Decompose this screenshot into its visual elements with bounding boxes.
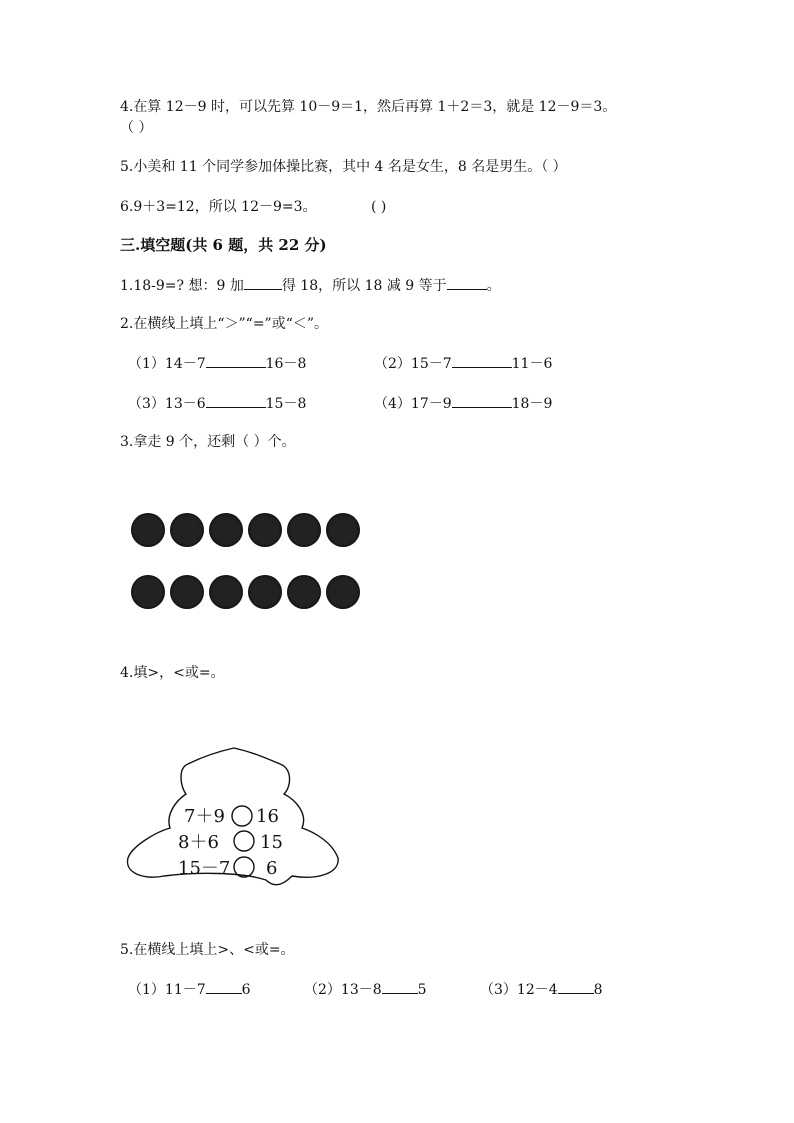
fill-q3-title: [120, 432, 296, 452]
tree-outline: [128, 748, 339, 885]
fill-q2-item-4: [374, 393, 552, 414]
judge-q5-text: 5.小美和 11 个同学参加体操比赛，其中 4 名是女生，8 名是男生。（ ）: [120, 159, 567, 175]
dot: [170, 513, 204, 547]
dot: [209, 513, 243, 547]
fill-q5-title-text: 5.在横线上填上>、<或=。: [120, 942, 295, 958]
dot: [326, 513, 360, 547]
fill-q1-part2: 得 18，所以 18 减 9 等于: [281, 278, 447, 294]
tree-figure: [126, 746, 342, 892]
dot: [209, 575, 243, 609]
fill-q5-item-1: [128, 979, 251, 1000]
expr-left: （3）13－6: [128, 396, 206, 412]
fill-q5-item-3: [480, 979, 603, 1000]
fill-q5-item-2: [304, 979, 427, 1000]
expr-right: 18－9: [511, 396, 553, 412]
judge-q5: [120, 157, 567, 177]
expr-right: 15－8: [265, 396, 307, 412]
expr-right: 6: [241, 982, 251, 998]
tree-row-3-left: 15－7: [178, 858, 231, 879]
compare-circle[interactable]: [234, 857, 254, 877]
judge-q4-text: 4.在算 12－9 时，可以先算 10－9＝1，然后再算 1＋2＝3，就是 12－9＝3。: [120, 99, 617, 115]
tree-row-1-left: 7＋9: [184, 806, 225, 827]
fill-q1: [120, 275, 501, 296]
fill-q2-title: [120, 314, 328, 334]
tree-row-1-right: 16: [256, 806, 279, 827]
section-title: [120, 235, 327, 255]
answer-blank[interactable]: [206, 979, 242, 994]
answer-paren[interactable]: ( ): [370, 199, 387, 215]
fill-q2-title-text: 2.在横线上填上“＞”“=”或“＜”。: [120, 316, 329, 332]
fill-q5-title: [120, 940, 295, 960]
expr-left: （1）14－7: [128, 356, 206, 372]
dot: [131, 575, 165, 609]
fill-q2-item-1: [128, 353, 306, 374]
dot: [287, 513, 321, 547]
fill-q4-title: [120, 663, 225, 683]
expr-right: 5: [417, 982, 427, 998]
expr-left: （1）11－7: [128, 982, 206, 998]
answer-blank[interactable]: [452, 393, 512, 408]
judge-q6: [120, 197, 386, 217]
expr-left: （2）15－7: [374, 356, 452, 372]
answer-blank[interactable]: [206, 353, 266, 368]
dot: [131, 513, 165, 547]
dot: [326, 575, 360, 609]
section-title-text: 三.填空题(共 6 题，共 22 分): [120, 236, 327, 254]
answer-blank[interactable]: [558, 979, 594, 994]
expr-left: （3）12－4: [480, 982, 558, 998]
judge-q4: [120, 97, 616, 117]
tree-row-2-left: 8＋6: [178, 832, 219, 853]
dot: [287, 575, 321, 609]
compare-circle[interactable]: [232, 806, 252, 826]
expr-right: 8: [593, 982, 603, 998]
expr-left: （2）13－8: [304, 982, 382, 998]
fill-q2-item-2: [374, 353, 552, 374]
fill-q1-part1: 1.18-9=? 想：9 加: [120, 278, 244, 294]
fill-q2-item-3: [128, 393, 306, 414]
fill-q1-part3: 。: [486, 278, 501, 294]
tree-row-2-right: 15: [260, 832, 283, 853]
answer-blank[interactable]: [452, 353, 512, 368]
answer-blank[interactable]: [244, 275, 282, 290]
fill-q3-title-text: 3.拿走 9 个，还剩（ ）个。: [120, 434, 296, 450]
expr-right: 11－6: [511, 356, 553, 372]
tree-row-3-right: 6: [266, 858, 278, 879]
dot: [248, 575, 282, 609]
expr-right: 16－8: [265, 356, 307, 372]
fill-q4-title-text: 4.填>，<或=。: [120, 665, 225, 681]
answer-paren[interactable]: （ ）: [120, 120, 153, 136]
answer-blank[interactable]: [382, 979, 418, 994]
judge-q6-text: 6.9＋3=12，所以 12－9=3。: [120, 199, 317, 215]
compare-circle[interactable]: [234, 831, 254, 851]
answer-blank[interactable]: [206, 393, 266, 408]
dot: [170, 575, 204, 609]
answer-blank[interactable]: [447, 275, 487, 290]
judge-q4-answer[interactable]: [120, 118, 152, 138]
dot: [248, 513, 282, 547]
expr-left: （4）17－9: [374, 396, 452, 412]
